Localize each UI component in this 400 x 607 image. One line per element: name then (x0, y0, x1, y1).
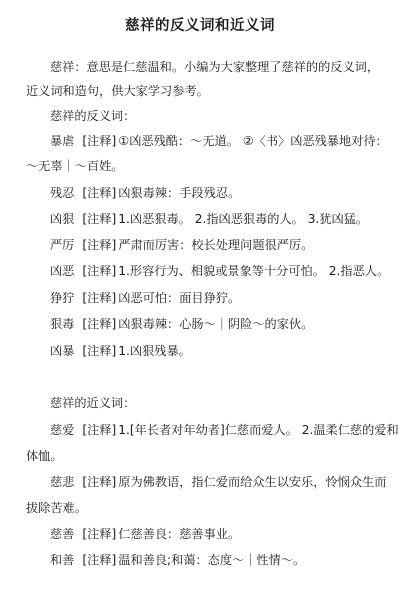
entry-definition: 1.形容行为、相貌或景象等十分可怕。 2.指恶人。 (118, 264, 390, 278)
entry-definition: 严肃而厉害：校长处理问题很严厉。 (118, 238, 314, 252)
entry-term: 狰狞 (50, 291, 75, 305)
synonym-entry-cibei-continuation: 拔除苦难。 (26, 501, 87, 515)
entry-definition: 1.凶恶狠毒。 2.指凶恶狠毒的人。 3.犹凶猛。 (118, 212, 369, 226)
entry-tag: [注释] (82, 291, 117, 305)
entry-tag: [注释] (82, 423, 117, 437)
entry-term: 狠毒 (50, 317, 75, 331)
antonym-entry-xionge (50, 263, 390, 279)
entry-definition: 凶狠毒辣：心肠～｜阴险～的家伙。 (118, 317, 314, 331)
entry-tag: [注释] (82, 134, 117, 148)
synonym-entry-ciai (50, 422, 399, 438)
entry-tag: [注释] (82, 264, 117, 278)
entry-term: 残忍 (50, 186, 75, 200)
antonym-entry-yanli (50, 237, 378, 253)
synonym-heading: 慈祥的近义词： (50, 396, 136, 410)
entry-term: 慈悲 (50, 475, 75, 489)
entry-definition: ①凶恶残酷：～无道。 ②〈书〉凶恶残暴地对待： (118, 134, 388, 148)
entry-term: 和善 (50, 553, 75, 567)
entry-tag: [注释] (82, 527, 117, 541)
entry-tag: [注释] (82, 186, 117, 200)
intro-line-1: 慈祥：意思是仁慈温和。小编为大家整理了慈祥的的反义词， (50, 60, 380, 74)
entry-tag: [注释] (82, 553, 117, 567)
entry-tag: [注释] (82, 475, 117, 489)
antonym-entry-canren (50, 185, 378, 201)
entry-term: 凶暴 (50, 344, 75, 358)
antonym-entry-baonue-continuation: ～无辜｜～百姓。 (26, 159, 124, 173)
entry-definition: 1.凶狠残暴。 (118, 344, 191, 358)
antonym-entry-hendu (50, 316, 378, 332)
entry-definition: 温和善良;和蔼：态度～｜性情～。 (118, 553, 306, 567)
entry-term: 慈爱 (50, 423, 75, 437)
entry-term: 凶狠 (50, 212, 75, 226)
entry-term: 暴虐 (50, 134, 75, 148)
synonym-entry-cibei (50, 474, 387, 490)
antonym-heading: 慈祥的反义词： (50, 109, 136, 123)
antonym-entry-baonue (50, 133, 388, 149)
entry-definition: 凶恶可怕：面目狰狞。 (118, 291, 241, 305)
synonym-entry-ciai-continuation: 体恤。 (26, 449, 63, 463)
entry-tag: [注释] (82, 238, 117, 252)
antonym-entry-xiongbao (50, 343, 378, 359)
page-title: 慈祥的反义词和近义词 (125, 18, 275, 34)
entry-term: 凶恶 (50, 264, 75, 278)
entry-definition: 原为佛教语，指仁爱而给众生以安乐，怜悯众生而 (118, 475, 387, 489)
antonym-entry-xionghen (50, 211, 378, 227)
entry-definition: 1.[年长者对年幼者]仁慈而爱人。 2.温柔仁慈的爱和 (118, 423, 399, 437)
entry-definition: 凶狠毒辣：手段残忍。 (118, 186, 241, 200)
synonym-entry-heshan (50, 552, 378, 568)
entry-tag: [注释] (82, 317, 117, 331)
synonym-entry-cishan (50, 526, 378, 542)
entry-definition: 仁慈善良：慈善事业。 (118, 527, 241, 541)
entry-term: 严厉 (50, 238, 75, 252)
intro-line-2: 近义词和造句，供大家学习参考。 (26, 84, 209, 98)
antonym-entry-zhengning (50, 290, 378, 306)
entry-term: 慈善 (50, 527, 75, 541)
entry-tag: [注释] (82, 212, 117, 226)
entry-tag: [注释] (82, 344, 117, 358)
